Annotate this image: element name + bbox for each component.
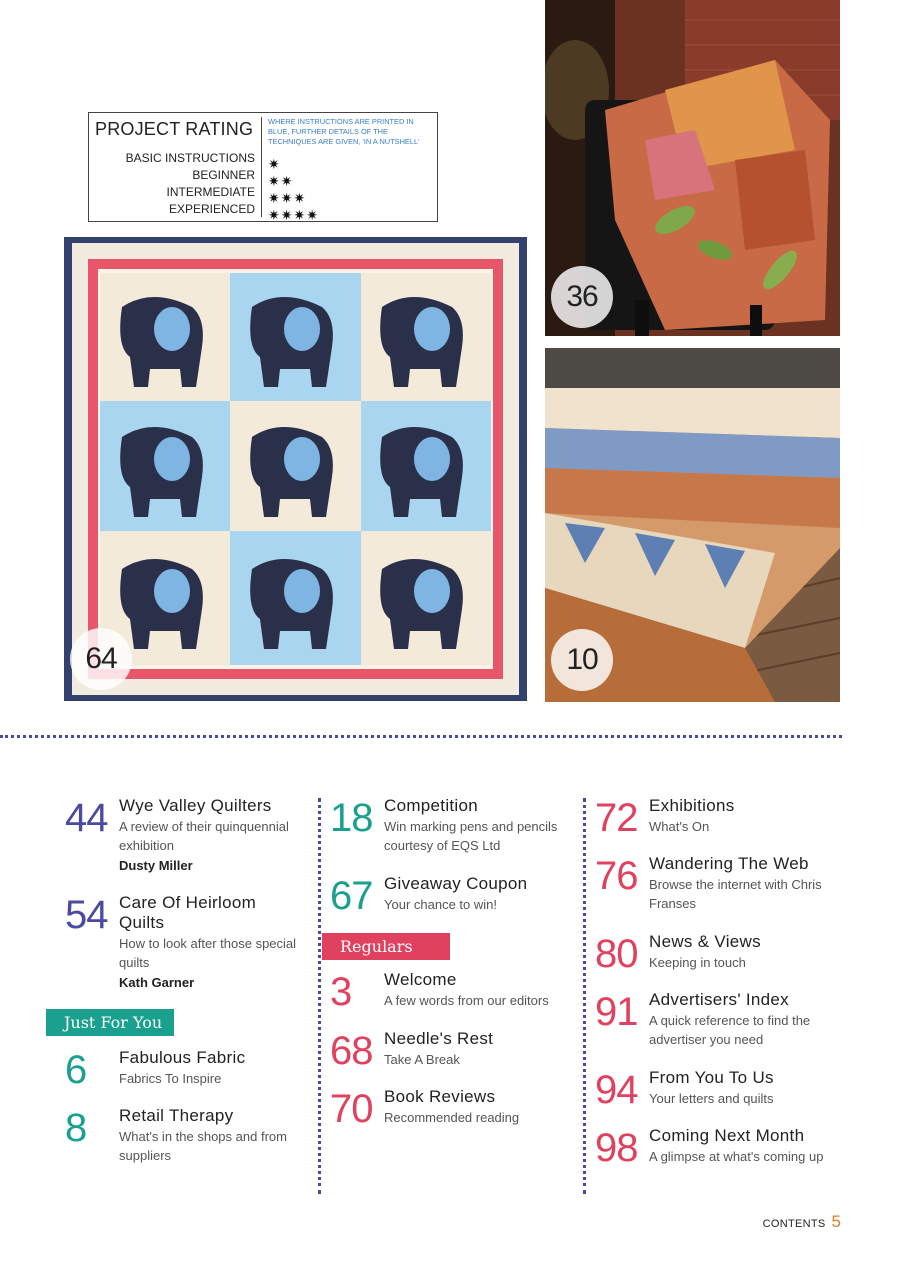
page-badge: 64 bbox=[70, 628, 132, 690]
rating-title: PROJECT RATING bbox=[95, 119, 254, 139]
entry-title: Fabulous Fabric bbox=[119, 1048, 246, 1067]
entry-title: News & Views bbox=[649, 932, 761, 951]
star-icon: ✷✷✷ bbox=[268, 190, 307, 206]
entry-title: Care Of Heirloom Quilts bbox=[119, 893, 257, 932]
entry-description: What's in the shops and from suppliers bbox=[119, 1129, 287, 1163]
entry-page-number: 8 bbox=[65, 1106, 87, 1150]
chair-quilt-photo bbox=[545, 0, 840, 336]
rating-level-label: INTERMEDIATE bbox=[166, 185, 255, 199]
rating-level-label: BEGINNER bbox=[192, 168, 255, 182]
entry-title: Welcome bbox=[384, 970, 457, 989]
project-rating-box bbox=[88, 112, 438, 222]
entry-description: A glimpse at what's coming up bbox=[649, 1149, 824, 1164]
entry-description: What's On bbox=[649, 819, 710, 834]
entry-description: A few words from our editors bbox=[384, 993, 549, 1008]
rating-level-label: EXPERIENCED bbox=[168, 202, 255, 216]
page-badge: 10 bbox=[551, 629, 613, 691]
entry-title: Needle's Rest bbox=[384, 1029, 494, 1048]
entry-page-number: 76 bbox=[595, 854, 638, 898]
footer-section-label: CONTENTS bbox=[762, 1218, 826, 1230]
section-heading-regulars: Regulars bbox=[322, 933, 450, 960]
entry-page-number: 91 bbox=[595, 990, 638, 1034]
entry-title: Competition bbox=[384, 796, 479, 815]
entry-page-number: 3 bbox=[330, 970, 352, 1014]
elephant-quilt-photo bbox=[64, 237, 527, 701]
entry-description: Fabrics To Inspire bbox=[119, 1071, 222, 1086]
entry-page-number: 98 bbox=[595, 1126, 638, 1170]
entry-author: Kath Garner bbox=[119, 975, 195, 990]
page-badge: 36 bbox=[551, 266, 613, 328]
folded-quilt-photo bbox=[545, 348, 840, 702]
rating-stars bbox=[262, 113, 437, 221]
entry-page-number: 67 bbox=[330, 874, 373, 918]
entry-page-number: 44 bbox=[65, 796, 108, 840]
entry-page-number: 54 bbox=[65, 893, 108, 937]
column-divider bbox=[583, 798, 586, 1194]
entry-description: Take A Break bbox=[384, 1052, 460, 1067]
entry-page-number: 70 bbox=[330, 1087, 373, 1131]
entry-page-number: 18 bbox=[330, 796, 373, 840]
entry-title: Giveaway Coupon bbox=[384, 874, 528, 893]
entry-page-number: 94 bbox=[595, 1068, 638, 1112]
entry-description: Recommended reading bbox=[384, 1110, 520, 1125]
star-icon: ✷✷✷✷ bbox=[268, 207, 319, 223]
entry-title: Advertisers' Index bbox=[649, 990, 789, 1009]
entry-description: Win marking pens and pencils courtesy of EQS Ltd bbox=[384, 819, 558, 853]
entry-title: Exhibitions bbox=[649, 796, 735, 815]
entry-description: Browse the internet with Chris Franses bbox=[649, 877, 822, 911]
footer-page-number: 5 bbox=[831, 1212, 841, 1231]
entry-description: Keeping in touch bbox=[649, 955, 746, 970]
entry-author: Dusty Miller bbox=[119, 858, 193, 873]
entry-title: Retail Therapy bbox=[119, 1106, 234, 1125]
entry-page-number: 72 bbox=[595, 796, 638, 840]
elephant-quilt-image bbox=[64, 237, 527, 701]
section-heading-just-for-you: Just For You bbox=[46, 1009, 174, 1036]
entry-page-number: 6 bbox=[65, 1048, 87, 1092]
entry-page-number: 80 bbox=[595, 932, 638, 976]
entry-title: Wandering The Web bbox=[649, 854, 809, 873]
entry-description: Your letters and quilts bbox=[649, 1091, 774, 1106]
star-icon: ✷✷ bbox=[268, 173, 294, 189]
entry-description: How to look after those special quilts bbox=[119, 936, 297, 970]
entry-title: Coming Next Month bbox=[649, 1126, 805, 1145]
entry-description: Your chance to win! bbox=[384, 897, 497, 912]
entry-description: A review of their quinquennial exhibition bbox=[119, 819, 289, 853]
rating-note: WHERE INSTRUCTIONS ARE PRINTED IN BLUE, FURTHER DETAILS OF THE TECHNIQUES ARE GIVEN, 'IN A NUTSHELL' bbox=[268, 117, 420, 146]
star-icon: ✷ bbox=[268, 156, 281, 172]
entry-title: From You To Us bbox=[649, 1068, 774, 1087]
entry-title: Wye Valley Quilters bbox=[119, 796, 272, 815]
column-divider bbox=[318, 798, 321, 1194]
entry-title: Book Reviews bbox=[384, 1087, 496, 1106]
page-footer bbox=[763, 1212, 841, 1232]
rating-labels bbox=[89, 113, 261, 221]
entry-description: A quick reference to find the advertiser you need bbox=[649, 1013, 811, 1047]
horizontal-divider bbox=[0, 735, 842, 738]
entry-page-number: 68 bbox=[330, 1029, 373, 1073]
rating-level-label: BASIC INSTRUCTIONS bbox=[125, 151, 255, 165]
